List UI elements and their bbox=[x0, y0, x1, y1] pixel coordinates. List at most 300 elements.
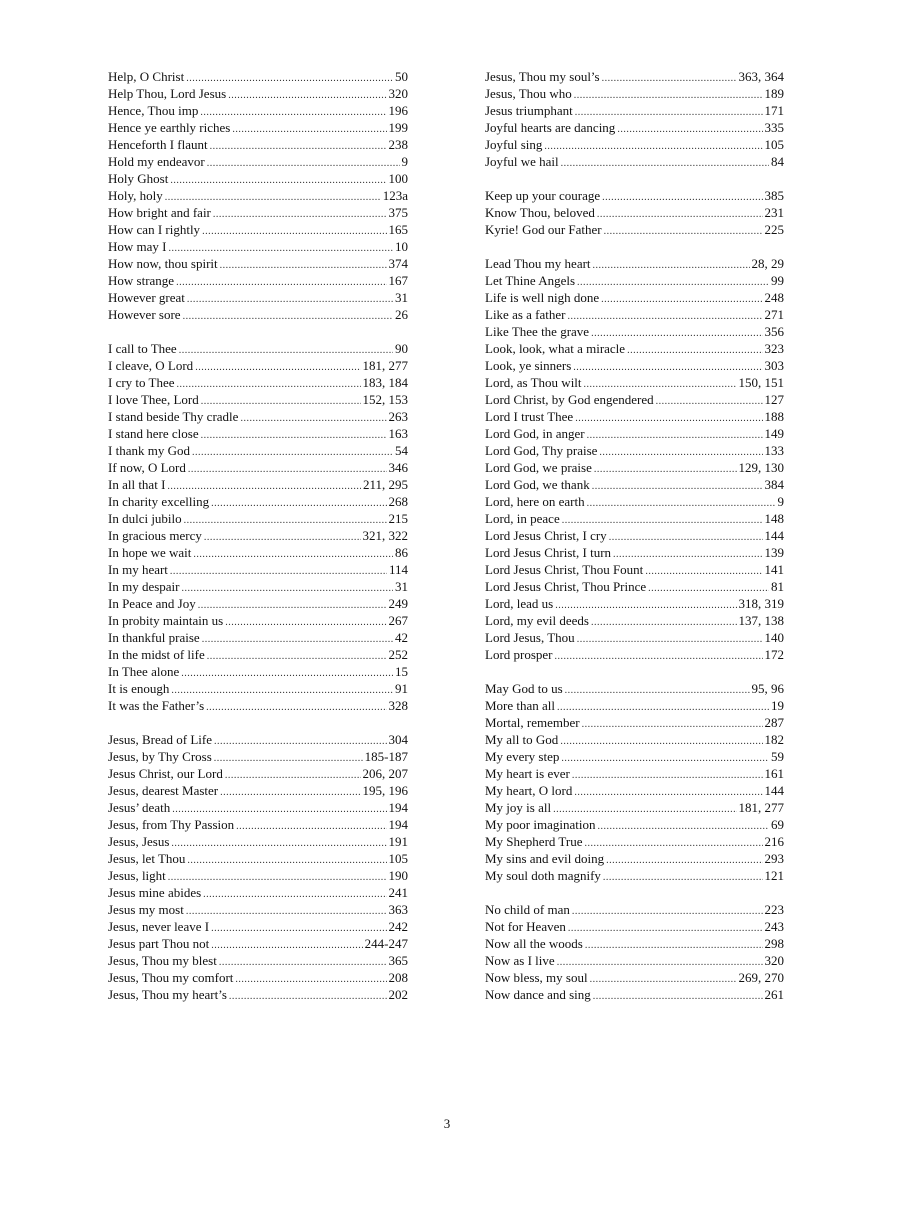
entry-title: Lord God, we praise bbox=[485, 460, 592, 475]
entry-title: In thankful praise bbox=[108, 630, 200, 645]
index-entry bbox=[485, 204, 784, 221]
index-entry bbox=[485, 136, 784, 153]
entry-title: I stand beside Thy cradle bbox=[108, 409, 239, 424]
dot-leader bbox=[573, 359, 762, 376]
entry-number: 365 bbox=[388, 953, 408, 968]
entry-title: Lord Jesus Christ, I cry bbox=[485, 528, 607, 543]
dot-leader bbox=[572, 903, 763, 920]
entry-title: In Thee alone bbox=[108, 664, 180, 679]
index-entry bbox=[108, 986, 408, 1003]
entry-title: Jesus, Thou my comfort bbox=[108, 970, 234, 985]
dot-leader bbox=[609, 529, 763, 546]
index-entry bbox=[108, 442, 408, 459]
dot-leader bbox=[193, 546, 393, 563]
index-entry bbox=[485, 68, 784, 85]
entry-number: 31 bbox=[395, 579, 408, 594]
dot-leader bbox=[201, 427, 387, 444]
entry-number: 28, 29 bbox=[751, 256, 784, 271]
index-entry bbox=[485, 595, 784, 612]
entry-number: 185-187 bbox=[364, 749, 408, 764]
index-entry bbox=[108, 833, 408, 850]
index-entry bbox=[485, 255, 784, 272]
dot-leader bbox=[574, 784, 762, 801]
dot-leader bbox=[187, 291, 393, 308]
entry-title: My sins and evil doing bbox=[485, 851, 605, 866]
dot-leader bbox=[202, 631, 393, 648]
entry-title: Jesus, by Thy Cross bbox=[108, 749, 212, 764]
dot-leader bbox=[170, 172, 386, 189]
entry-title: Now bless, my soul bbox=[485, 970, 588, 985]
entry-title: Jesus my most bbox=[108, 902, 184, 917]
entry-number: 127 bbox=[764, 392, 784, 407]
index-entry bbox=[108, 952, 408, 969]
dot-leader bbox=[544, 138, 762, 155]
entry-title: I thank my God bbox=[108, 443, 190, 458]
dot-leader bbox=[555, 648, 763, 665]
index-entry bbox=[485, 119, 784, 136]
index-entry bbox=[485, 697, 784, 714]
index-entry bbox=[485, 748, 784, 765]
index-group bbox=[485, 901, 784, 1003]
entry-number: 199 bbox=[388, 120, 408, 135]
entry-title: Jesus, dearest Master bbox=[108, 783, 219, 798]
entry-title: Jesus, Thou my blest bbox=[108, 953, 217, 968]
dot-leader bbox=[213, 206, 387, 223]
index-entry bbox=[108, 459, 408, 476]
index-entry bbox=[485, 459, 784, 476]
dot-leader bbox=[184, 512, 387, 529]
entry-title: Lord I trust Thee bbox=[485, 409, 574, 424]
entry-number: 19 bbox=[771, 698, 784, 713]
entry-number: 335 bbox=[764, 120, 784, 135]
entry-title: Jesus, Jesus bbox=[108, 834, 170, 849]
index-entry bbox=[108, 510, 408, 527]
index-group bbox=[108, 731, 408, 1003]
entry-title: My joy is all bbox=[485, 800, 552, 815]
entry-title: Jesus, Thou who bbox=[485, 86, 572, 101]
entry-number: 91 bbox=[395, 681, 408, 696]
entry-title: Jesus mine abides bbox=[108, 885, 202, 900]
index-entry bbox=[108, 901, 408, 918]
index-entry bbox=[108, 935, 408, 952]
dot-leader bbox=[203, 886, 386, 903]
index-entry bbox=[108, 816, 408, 833]
dot-leader bbox=[229, 988, 387, 1005]
entry-title: More than all bbox=[485, 698, 556, 713]
dot-leader bbox=[171, 682, 393, 699]
entry-title: Jesus, light bbox=[108, 868, 166, 883]
index-entry bbox=[485, 357, 784, 374]
index-entry bbox=[485, 340, 784, 357]
index-entry bbox=[485, 391, 784, 408]
entry-title: Joyful sing bbox=[485, 137, 543, 152]
entry-title: My heart is ever bbox=[485, 766, 570, 781]
entry-title: Now all the woods bbox=[485, 936, 583, 951]
dot-leader bbox=[232, 121, 386, 138]
entry-title: However sore bbox=[108, 307, 181, 322]
dot-leader bbox=[585, 937, 763, 954]
entry-number: 231 bbox=[764, 205, 784, 220]
index-entry bbox=[108, 68, 408, 85]
dot-leader bbox=[214, 750, 363, 767]
entry-title: My heart, O lord bbox=[485, 783, 573, 798]
dot-leader bbox=[220, 784, 360, 801]
entry-title: Lord Jesus Christ, Thou Prince bbox=[485, 579, 647, 594]
entry-number: 105 bbox=[388, 851, 408, 866]
entry-number: 105 bbox=[764, 137, 784, 152]
index-entry bbox=[108, 527, 408, 544]
entry-title: Jesus, from Thy Passion bbox=[108, 817, 235, 832]
entry-number: 152, 153 bbox=[362, 392, 408, 407]
index-entry bbox=[485, 918, 784, 935]
entry-number: 190 bbox=[388, 868, 408, 883]
index-entry bbox=[108, 493, 408, 510]
entry-title: However great bbox=[108, 290, 185, 305]
entry-number: 268 bbox=[388, 494, 408, 509]
entry-title: In probity maintain us bbox=[108, 613, 224, 628]
entry-title: My Shepherd True bbox=[485, 834, 583, 849]
entry-title: Jesus part Thou not bbox=[108, 936, 210, 951]
entry-title: Jesus, Bread of Life bbox=[108, 732, 212, 747]
dot-leader bbox=[170, 563, 387, 580]
index-entry bbox=[485, 782, 784, 799]
dot-leader bbox=[211, 937, 362, 954]
entry-number: 328 bbox=[388, 698, 408, 713]
index-entry bbox=[108, 595, 408, 612]
entry-number: 249 bbox=[388, 596, 408, 611]
entry-number: 191 bbox=[388, 834, 408, 849]
index-entry bbox=[108, 425, 408, 442]
index-entry bbox=[485, 221, 784, 238]
entry-number: 241 bbox=[388, 885, 408, 900]
entry-number: 208 bbox=[388, 970, 408, 985]
entry-title: Lead Thou my heart bbox=[485, 256, 591, 271]
entry-title: Lord Jesus Christ, Thou Fount bbox=[485, 562, 644, 577]
dot-leader bbox=[236, 818, 386, 835]
entry-number: 223 bbox=[764, 902, 784, 917]
entry-number: 211, 295 bbox=[362, 477, 408, 492]
entry-number: 287 bbox=[764, 715, 784, 730]
index-entry bbox=[485, 289, 784, 306]
entry-number: 263 bbox=[388, 409, 408, 424]
entry-title: Keep up your courage bbox=[485, 188, 601, 203]
dot-leader bbox=[593, 988, 763, 1005]
index-entry bbox=[108, 391, 408, 408]
entry-title: Jesus, never leave I bbox=[108, 919, 210, 934]
index-entry bbox=[108, 748, 408, 765]
index-entry bbox=[108, 476, 408, 493]
entry-number: 293 bbox=[764, 851, 784, 866]
index-entry bbox=[485, 272, 784, 289]
dot-leader bbox=[202, 223, 386, 240]
entry-number: 123a bbox=[382, 188, 408, 203]
dot-leader bbox=[187, 852, 386, 869]
index-entry bbox=[485, 187, 784, 204]
entry-title: I cleave, O Lord bbox=[108, 358, 194, 373]
index-entry bbox=[485, 850, 784, 867]
entry-number: 31 bbox=[395, 290, 408, 305]
dot-leader bbox=[585, 835, 763, 852]
index-entry bbox=[485, 731, 784, 748]
entry-title: Hence ye earthly riches bbox=[108, 120, 231, 135]
entry-title: In the midst of life bbox=[108, 647, 205, 662]
index-entry bbox=[485, 680, 784, 697]
dot-leader bbox=[210, 138, 387, 155]
dot-leader bbox=[560, 733, 762, 750]
entry-title: Lord God, Thy praise bbox=[485, 443, 598, 458]
entry-number: 69 bbox=[771, 817, 784, 832]
dot-leader bbox=[602, 70, 737, 87]
index-group bbox=[485, 680, 784, 884]
entry-title: In all that I bbox=[108, 477, 166, 492]
dot-leader bbox=[598, 818, 770, 835]
entry-number: 133 bbox=[764, 443, 784, 458]
index-entry bbox=[108, 221, 408, 238]
dot-leader bbox=[235, 971, 386, 988]
index-entry bbox=[485, 969, 784, 986]
index-entry bbox=[485, 527, 784, 544]
index-entry bbox=[108, 578, 408, 595]
index-entry bbox=[485, 493, 784, 510]
entry-number: 144 bbox=[764, 528, 784, 543]
entry-title: Lord God, in anger bbox=[485, 426, 585, 441]
dot-leader bbox=[206, 699, 386, 716]
entry-number: 363 bbox=[388, 902, 408, 917]
index-entry bbox=[108, 374, 408, 391]
index-entry bbox=[108, 272, 408, 289]
dot-leader bbox=[225, 767, 361, 784]
entry-title: Like as a father bbox=[485, 307, 566, 322]
dot-leader bbox=[240, 410, 386, 427]
index-entry bbox=[485, 408, 784, 425]
dot-leader bbox=[587, 427, 763, 444]
index-column-left bbox=[108, 68, 408, 1020]
index-entry bbox=[108, 850, 408, 867]
dot-leader bbox=[572, 767, 763, 784]
index-entry bbox=[108, 544, 408, 561]
dot-leader bbox=[181, 580, 393, 597]
index-entry bbox=[485, 510, 784, 527]
index-entry bbox=[485, 425, 784, 442]
index-entry bbox=[108, 867, 408, 884]
entry-number: 375 bbox=[388, 205, 408, 220]
entry-number: 54 bbox=[395, 443, 408, 458]
entry-title: Mortal, remember bbox=[485, 715, 580, 730]
dot-leader bbox=[186, 903, 387, 920]
entry-number: 356 bbox=[764, 324, 784, 339]
entry-number: 149 bbox=[764, 426, 784, 441]
entry-title: I call to Thee bbox=[108, 341, 177, 356]
entry-number: 114 bbox=[388, 562, 408, 577]
dot-leader bbox=[593, 257, 750, 274]
index-entry bbox=[108, 153, 408, 170]
entry-number: 10 bbox=[395, 239, 408, 254]
index-entry bbox=[485, 374, 784, 391]
index-entry bbox=[485, 323, 784, 340]
entry-number: 137, 138 bbox=[738, 613, 784, 628]
entry-number: 195, 196 bbox=[362, 783, 408, 798]
entry-number: 269, 270 bbox=[738, 970, 784, 985]
index-entry bbox=[108, 85, 408, 102]
index-entry bbox=[108, 136, 408, 153]
entry-title: Lord, my evil deeds bbox=[485, 613, 589, 628]
entry-title: How may I bbox=[108, 239, 167, 254]
index-entry bbox=[485, 561, 784, 578]
entry-number: 165 bbox=[388, 222, 408, 237]
entry-title: Jesus, Thou my soul’s bbox=[485, 69, 600, 84]
entry-title: Life is well nigh done bbox=[485, 290, 600, 305]
dot-leader bbox=[179, 342, 393, 359]
index-entry bbox=[485, 578, 784, 595]
entry-number: 243 bbox=[764, 919, 784, 934]
entry-title: Lord, here on earth bbox=[485, 494, 585, 509]
entry-title: Look, look, what a miracle bbox=[485, 341, 626, 356]
entry-number: 320 bbox=[764, 953, 784, 968]
index-entry bbox=[108, 646, 408, 663]
entry-number: 9 bbox=[777, 494, 784, 509]
index-entry bbox=[108, 697, 408, 714]
entry-number: 215 bbox=[388, 511, 408, 526]
index-entry bbox=[108, 612, 408, 629]
dot-leader bbox=[594, 461, 737, 478]
entry-number: 99 bbox=[771, 273, 784, 288]
entry-number: 140 bbox=[764, 630, 784, 645]
entry-title: Lord, as Thou wilt bbox=[485, 375, 582, 390]
index-entry bbox=[485, 799, 784, 816]
entry-title: Kyrie! God our Father bbox=[485, 222, 602, 237]
index-entry bbox=[485, 935, 784, 952]
entry-number: 50 bbox=[395, 69, 408, 84]
index-entry bbox=[485, 901, 784, 918]
dot-leader bbox=[207, 155, 400, 172]
entry-title: Jesus triumphant bbox=[485, 103, 573, 118]
entry-title: It is enough bbox=[108, 681, 170, 696]
dot-leader bbox=[561, 750, 769, 767]
entry-title: In Peace and Joy bbox=[108, 596, 196, 611]
dot-leader bbox=[587, 495, 776, 512]
entry-number: 303 bbox=[764, 358, 784, 373]
entry-number: 261 bbox=[764, 987, 784, 1002]
entry-number: 216 bbox=[764, 834, 784, 849]
dot-leader bbox=[557, 699, 769, 716]
entry-number: 148 bbox=[764, 511, 784, 526]
entry-title: In dulci jubilo bbox=[108, 511, 182, 526]
entry-title: Holy Ghost bbox=[108, 171, 169, 186]
entry-title: Lord Jesus Christ, I turn bbox=[485, 545, 612, 560]
index-group bbox=[108, 340, 408, 714]
entry-number: 304 bbox=[388, 732, 408, 747]
index-entry bbox=[108, 680, 408, 697]
entry-title: It was the Father’s bbox=[108, 698, 205, 713]
dot-leader bbox=[183, 308, 393, 325]
entry-title: My poor imagination bbox=[485, 817, 596, 832]
entry-title: How strange bbox=[108, 273, 175, 288]
entry-title: I stand here close bbox=[108, 426, 199, 441]
entry-title: My all to God bbox=[485, 732, 559, 747]
dot-leader bbox=[656, 393, 763, 410]
entry-number: 189 bbox=[764, 86, 784, 101]
entry-title: Jesus’ death bbox=[108, 800, 171, 815]
dot-leader bbox=[575, 410, 762, 427]
index-entry bbox=[108, 357, 408, 374]
entry-number: 374 bbox=[388, 256, 408, 271]
index-entry bbox=[108, 238, 408, 255]
entry-title: No child of man bbox=[485, 902, 570, 917]
entry-title: I cry to Thee bbox=[108, 375, 175, 390]
entry-number: 163 bbox=[388, 426, 408, 441]
entry-title: In charity excelling bbox=[108, 494, 210, 509]
index-entry bbox=[108, 799, 408, 816]
entry-number: 129, 130 bbox=[738, 460, 784, 475]
dot-leader bbox=[582, 716, 763, 733]
entry-number: 161 bbox=[764, 766, 784, 781]
dot-leader bbox=[195, 359, 360, 376]
entry-number: 183, 184 bbox=[362, 375, 408, 390]
entry-title: Hold my endeavor bbox=[108, 154, 205, 169]
index-entry bbox=[485, 833, 784, 850]
entry-number: 384 bbox=[764, 477, 784, 492]
entry-number: 244-247 bbox=[364, 936, 408, 951]
dot-leader bbox=[561, 155, 769, 172]
dot-leader bbox=[591, 614, 737, 631]
entry-number: 150, 151 bbox=[738, 375, 784, 390]
entry-number: 9 bbox=[401, 154, 408, 169]
index-entry bbox=[485, 986, 784, 1003]
index-entry bbox=[485, 442, 784, 459]
entry-number: 346 bbox=[388, 460, 408, 475]
index-entry bbox=[108, 663, 408, 680]
entry-title: Now dance and sing bbox=[485, 987, 591, 1002]
entry-number: 238 bbox=[388, 137, 408, 152]
index-entry bbox=[108, 170, 408, 187]
entry-title: Look, ye sinners bbox=[485, 358, 572, 373]
entry-number: 252 bbox=[388, 647, 408, 662]
entry-number: 86 bbox=[395, 545, 408, 560]
index-entry bbox=[485, 714, 784, 731]
entry-number: 181, 277 bbox=[738, 800, 784, 815]
index-entry bbox=[485, 476, 784, 493]
dot-leader bbox=[567, 308, 762, 325]
index-entry bbox=[108, 731, 408, 748]
dot-leader bbox=[181, 665, 393, 682]
entry-number: 144 bbox=[764, 783, 784, 798]
entry-number: 320 bbox=[388, 86, 408, 101]
entry-title: In my heart bbox=[108, 562, 168, 577]
entry-title: How now, thou spirit bbox=[108, 256, 218, 271]
dot-leader bbox=[601, 291, 762, 308]
entry-number: 95, 96 bbox=[751, 681, 784, 696]
index-entry bbox=[108, 255, 408, 272]
entry-title: Let Thine Angels bbox=[485, 273, 576, 288]
entry-title: Joyful hearts are dancing bbox=[485, 120, 616, 135]
index-entry bbox=[108, 119, 408, 136]
dot-leader bbox=[606, 852, 762, 869]
dot-leader bbox=[604, 223, 763, 240]
dot-leader bbox=[219, 954, 387, 971]
entry-title: Lord Christ, by God engendered bbox=[485, 392, 654, 407]
entry-title: Lord, lead us bbox=[485, 596, 554, 611]
entry-title: In hope we wait bbox=[108, 545, 192, 560]
entry-number: 141 bbox=[764, 562, 784, 577]
entry-number: 194 bbox=[388, 817, 408, 832]
index-entry bbox=[485, 102, 784, 119]
dot-leader bbox=[617, 121, 762, 138]
entry-number: 194 bbox=[388, 800, 408, 815]
entry-number: 318, 319 bbox=[738, 596, 784, 611]
index-entry bbox=[108, 306, 408, 323]
entry-title: Lord prosper bbox=[485, 647, 553, 662]
entry-number: 321, 322 bbox=[362, 528, 408, 543]
